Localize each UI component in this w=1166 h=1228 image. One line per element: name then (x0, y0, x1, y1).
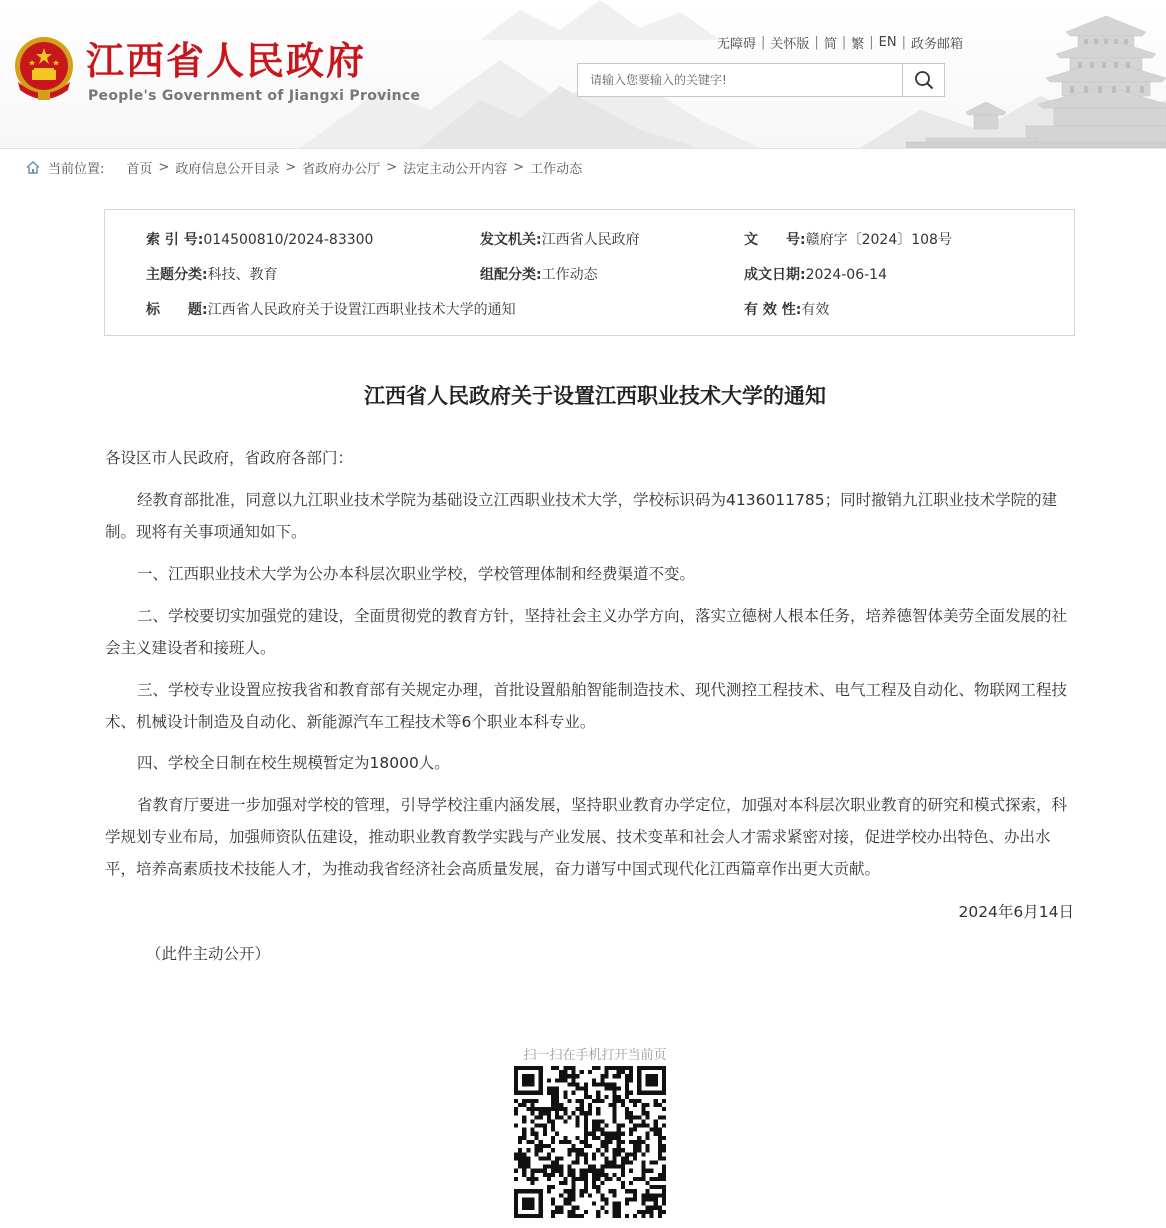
meta-org-label: 组配分类: (480, 267, 542, 283)
meta-docno (744, 229, 952, 249)
search-box (577, 63, 945, 97)
meta-issuer-label: 发文机关: (480, 232, 542, 248)
paragraph-text: 二、学校要切实加强党的建设，全面贯彻党的教育方针，坚持社会主义办学方向，落实立德树人根本任务，培养德智体美劳全面发展的社会主义建设者和接班人。 (105, 607, 1068, 657)
breadcrumb-separator: > (513, 159, 525, 175)
meta-issuer-value: 江西省人民政府 (541, 232, 640, 248)
breadcrumb-label: 当前位置: (48, 161, 105, 177)
simplified-chinese-link[interactable]: 简 (823, 37, 837, 52)
paragraph-text: 省教育厅要进一步加强对学校的管理，引导学校注重内涵发展，坚持职业教育办学定位，加强对本科层次职业教育的研究和模式探索，科学规划专业布局，加强师资队伍建设，推动职业教育教学实践与产业发展、技术变革和社会人才需求紧密对接，促进学校办出特色、办出水平，培养高素质技术技能人才，为推动我省经济社会高质量发展，奋力谱写中国式现代化江西篇章作出更大贡献。 (105, 796, 1068, 878)
breadcrumb-separator: > (285, 159, 297, 175)
breadcrumb-separator: > (386, 159, 398, 175)
article-paragraph (105, 558, 1073, 590)
breadcrumb-item-work-news[interactable]: 工作动态 (530, 161, 583, 177)
meta-topic (146, 264, 278, 284)
meta-validity-value: 有效 (801, 302, 830, 318)
meta-date (744, 264, 887, 284)
meta-issuer (480, 229, 640, 249)
meta-index-value: 014500810/2024-83300 (203, 232, 374, 248)
meta-docno-value: 赣府字〔2024〕108号 (805, 232, 952, 248)
article-title: 江西省人民政府关于设置江西职业技术大学的通知 (364, 384, 826, 408)
meta-index (146, 229, 373, 249)
article-salutation (105, 442, 1073, 474)
paragraph-text: 经教育部批准，同意以九江职业技术学院为基础设立江西职业技术大学，学校标识码为4136011785；同时撤销九江职业技术学院的建制。现将有关事项通知如下。 (105, 491, 1058, 541)
meta-title (146, 299, 516, 319)
site-header (0, 0, 1166, 148)
article-paragraph (105, 484, 1073, 548)
gov-mailbox-link[interactable]: 政务邮箱 (910, 37, 963, 52)
breadcrumb-item-info-catalog[interactable]: 政府信息公开目录 (175, 161, 280, 177)
traditional-chinese-link[interactable]: 繁 (851, 37, 865, 52)
breadcrumb-separator: > (158, 159, 170, 175)
document-meta-table (104, 209, 1075, 336)
breadcrumb-item-statutory-disclosure[interactable]: 法定主动公开内容 (403, 161, 508, 177)
care-mode-link[interactable]: 关怀版 (770, 37, 810, 52)
breadcrumb-item-home[interactable]: 首页 (126, 161, 153, 177)
meta-validity (744, 299, 829, 319)
article-paragraph (105, 674, 1073, 738)
article-paragraph (105, 600, 1073, 664)
qr-code-icon (514, 1066, 666, 1218)
qr-label: 扫一扫在手机打开当前页 (523, 1048, 667, 1063)
divider: | (841, 35, 847, 50)
meta-topic-label: 主题分类: (146, 267, 208, 283)
meta-date-label: 成文日期: (744, 267, 806, 283)
english-link[interactable]: EN (878, 35, 897, 50)
meta-org (480, 264, 598, 284)
meta-index-label: 索 引 号: (146, 232, 204, 248)
public-note: （此件主动公开） (146, 945, 271, 963)
meta-title-value: 江西省人民政府关于设置江西职业技术大学的通知 (207, 302, 516, 318)
salutation-text: 各设区市人民政府，省政府各部门： (105, 449, 354, 467)
meta-title-label: 标 题: (146, 302, 208, 318)
paragraph-text: 三、学校专业设置应按我省和教育部有关规定办理，首批设置船舶智能制造技术、现代测控工程技术、电气工程及自动化、物联网工程技术、机械设计制造及自动化、新能源汽车工程技术等6个职业本科专业。 (105, 681, 1068, 731)
article-date: 2024年6月14日 (958, 903, 1074, 921)
meta-docno-label: 文 号: (744, 232, 806, 248)
paragraph-text: 四、学校全日制在校生规模暂定为18000人。 (137, 754, 450, 772)
paragraph-text: 一、江西职业技术大学为公办本科层次职业学校，学校管理体制和经费渠道不变。 (137, 565, 696, 583)
article-paragraph (105, 747, 1073, 779)
divider: | (901, 35, 906, 50)
national-emblem-icon (12, 34, 76, 104)
meta-date-value: 2024-06-14 (805, 267, 887, 283)
header-divider (0, 148, 1166, 149)
breadcrumb (26, 158, 582, 176)
divider: | (869, 35, 874, 50)
search-input[interactable] (578, 64, 904, 96)
site-title[interactable]: 江西省人民政府 (86, 39, 367, 83)
article-paragraph (105, 789, 1073, 885)
accessibility-link[interactable]: 无障碍 (717, 37, 757, 52)
meta-validity-label: 有 效 性: (744, 302, 802, 318)
meta-org-value: 工作动态 (541, 267, 598, 283)
divider: | (814, 35, 819, 50)
divider: | (761, 35, 766, 50)
site-subtitle: People's Government of Jiangxi Province (88, 88, 421, 104)
meta-topic-value: 科技、教育 (207, 267, 278, 283)
breadcrumb-item-general-office[interactable]: 省政府办公厅 (302, 161, 381, 177)
home-icon (26, 161, 40, 174)
tengwang-pavilion-icon (906, 12, 1166, 148)
